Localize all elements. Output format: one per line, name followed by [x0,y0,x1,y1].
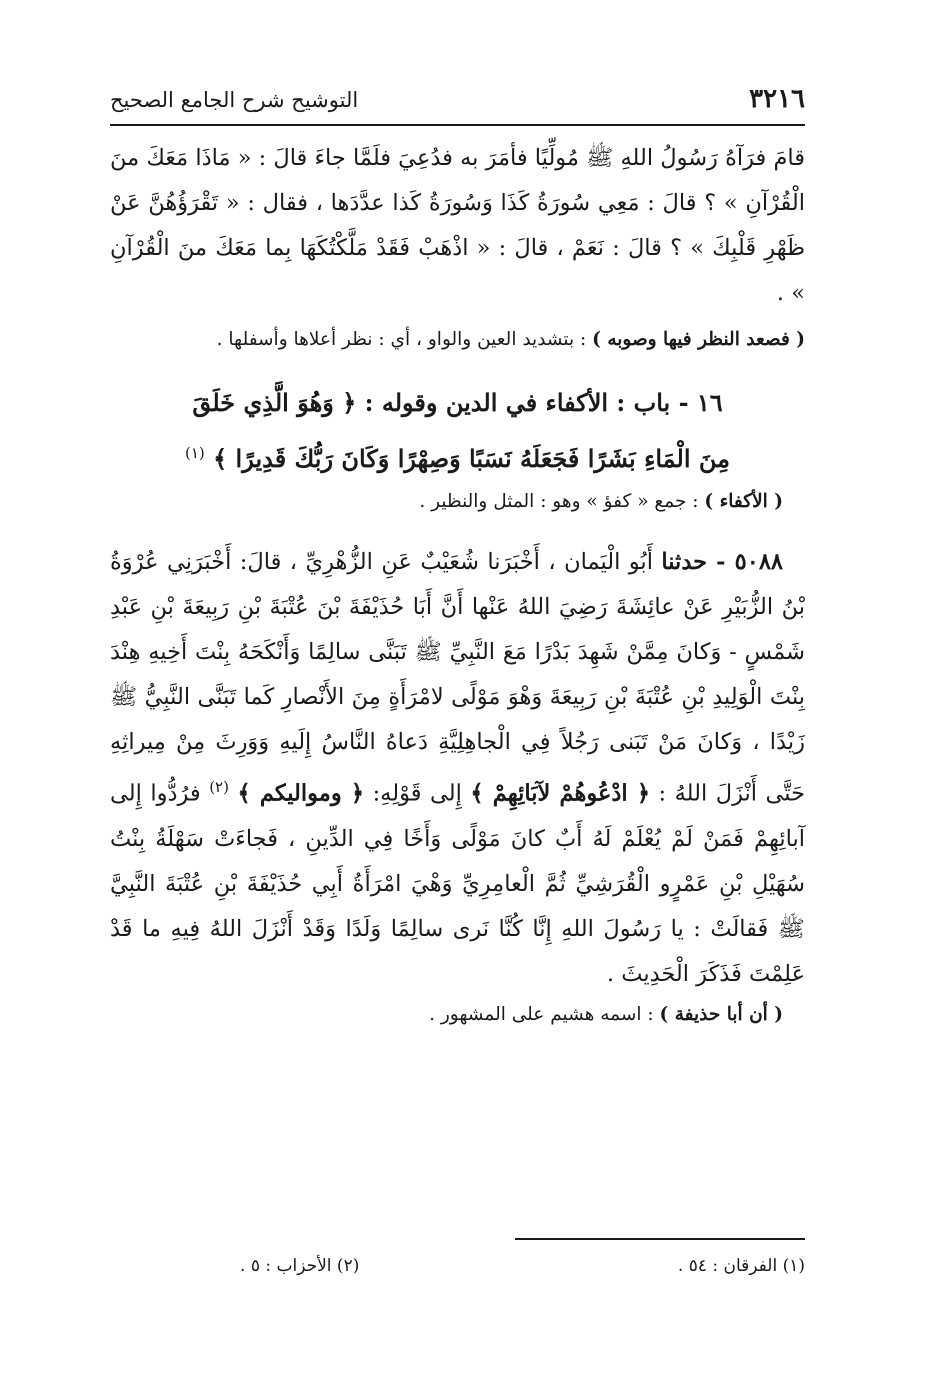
hadith-text-part-1: أَبُو الْيَمان ، أَخْبَرَنا شُعَيْبٌ عَنِ الزُّهْرِيِّ ، قالَ: أَخْبَرَنِي عُرْوَةُ بْنُ الزُّبَيْرِ عَنْ عائِشَةَ رَضِيَ اللهُ عَنْها أَنَّ أَبَا حُذَيْفَةَ بْنَ عُتْبَةَ بْنِ رَبِيعَةَ بْنِ عَبْدِ شَمْسٍ - وَكانَ مِمَّنْ شَهِدَ بَدْرًا مَعَ النَّبِيِّ ﷺ تَبَنَّى سالِمًا وَأَنْكَحَهُ بِنْتَ أَخِيهِ هِنْدَ بِنْتَ الْوَلِيدِ بْنِ عُتْبَةَ بْنِ رَبِيعَةَ وَهْوَ مَوْلًى لامْرَأَةٍ مِنَ الأَنْصارِ كَما تَبَنَّى النَّبِيُّ ﷺ زَيْدًا ، وَكانَ مَنْ تَبَنى رَجُلاً فِي الْجاهِلِيَّةِ دَعاهُ النَّاسُ إِلَيهِ وَوَرِثَ مِنْ مِيراثِهِ حَتَّى أَنْزَلَ اللهُ : [110,549,805,807]
chapter-title-line-1: ١٦ - باب : الأكفاء في الدين وقوله : ﴿ وَهُوَ الَّذِي خَلَقَ [192,388,723,417]
footnotes [240,1256,805,1276]
commentary-term: ( الأكفاء ) [704,491,783,512]
commentary-block [110,484,805,520]
running-title: التوشيح شرح الجامع الصحيح [110,88,359,112]
commentary-text: : جمع « كفؤ » وهو : المثل والنظير . [419,491,705,512]
hadith-number: ٥٠٨٨ - حدثنا [661,549,783,575]
commentary-text: : اسمه هشيم على المشهور . [429,1003,660,1025]
chapter-title-verse: مِنَ الْمَاءِ بَشَرًا فَجَعَلَهُ نَسَبًا وَصِهْرًا وَكَانَ رَبُّكَ قَدِيرًا ﴾ [213,444,731,473]
page-number: ٣٢١٦ [749,84,805,114]
footnote-2: (٢) الأحزاب : ٥ . [240,1256,360,1276]
page-header [110,80,805,126]
footnote-ref: (١) [184,444,205,462]
hadith-continuation: قامَ فرَآهُ رَسُولُ اللهِ ﷺ مُولِّيًا فأمَرَ به فدُعِيَ فلَمَّا جاءَ قالَ : « مَاذَا مَعَكَ منَ الْقُرْآنِ » ؟ قالَ : مَعِي سُورَةُ كَذَا وَسُورَةُ كَذا عدَّدَها ، فقال : « تَقْرَؤُهُنَّ عَنْ ظَهْرِ قَلْبِكَ » ؟ قالَ : نَعَمْ ، قالَ : « اذْهَبْ فَقَدْ مَلَّكْتُكَهَا بِما مَعَكَ منَ الْقُرْآنِ » . [110,145,805,306]
footnote-1: (١) الفرقان : ٥٤ . [677,1256,805,1276]
footnote-ref: (٢) [209,778,229,796]
footnote-divider [515,1238,805,1240]
commentary-term: ( فصعد النظر فيها وصوبه ) [592,329,805,350]
page-body [110,136,805,1033]
commentary-term: ( أن أبا حذيفة ) [659,1003,783,1025]
commentary-block [110,322,805,358]
hadith-text-part-3: فرُدُّوا إِلى آبائِهِمْ فَمَنْ لَمْ يُعْلَمْ لَهُ أَبٌ كانَ مَوْلًى وَأَخًا فِي الدِّينِ ، فَجاءَتْ سَهْلَةُ بِنْتُ سُهَيْلِ بْنِ عَمْرٍو الْقُرَشِيِّ ثُمَّ الْعامِرِيِّ وَهْيَ امْرَأَةُ أَبِي حُذَيْفَةَ بْنِ عُتْبَةَ النَّبِيَّ ﷺ فَقالَتْ : يا رَسُولَ اللهِ إِنَّا كُنَّا نَرى سالِمًا وَلَدًا وَقَدْ أَنْزَلَ اللهُ فِيهِ ما قَدْ عَلِمْتَ فَذَكَرَ الْحَدِيثَ . [110,780,805,987]
hadith-text-part-2: إِلى قَوْلِهِ: [364,780,471,807]
quran-quote: ﴿ ومواليكم ﴾ [237,780,365,807]
chapter-title-line-2 [110,428,805,484]
hadith-text [110,540,805,997]
commentary-text: : بتشديد العين والواو ، أي : نظر أعلاها وأسفلها . [216,329,593,350]
commentary-block [110,997,805,1033]
quran-quote: ﴿ ادْعُوهُمْ لآبَائِهِمْ ﴾ [470,780,651,807]
